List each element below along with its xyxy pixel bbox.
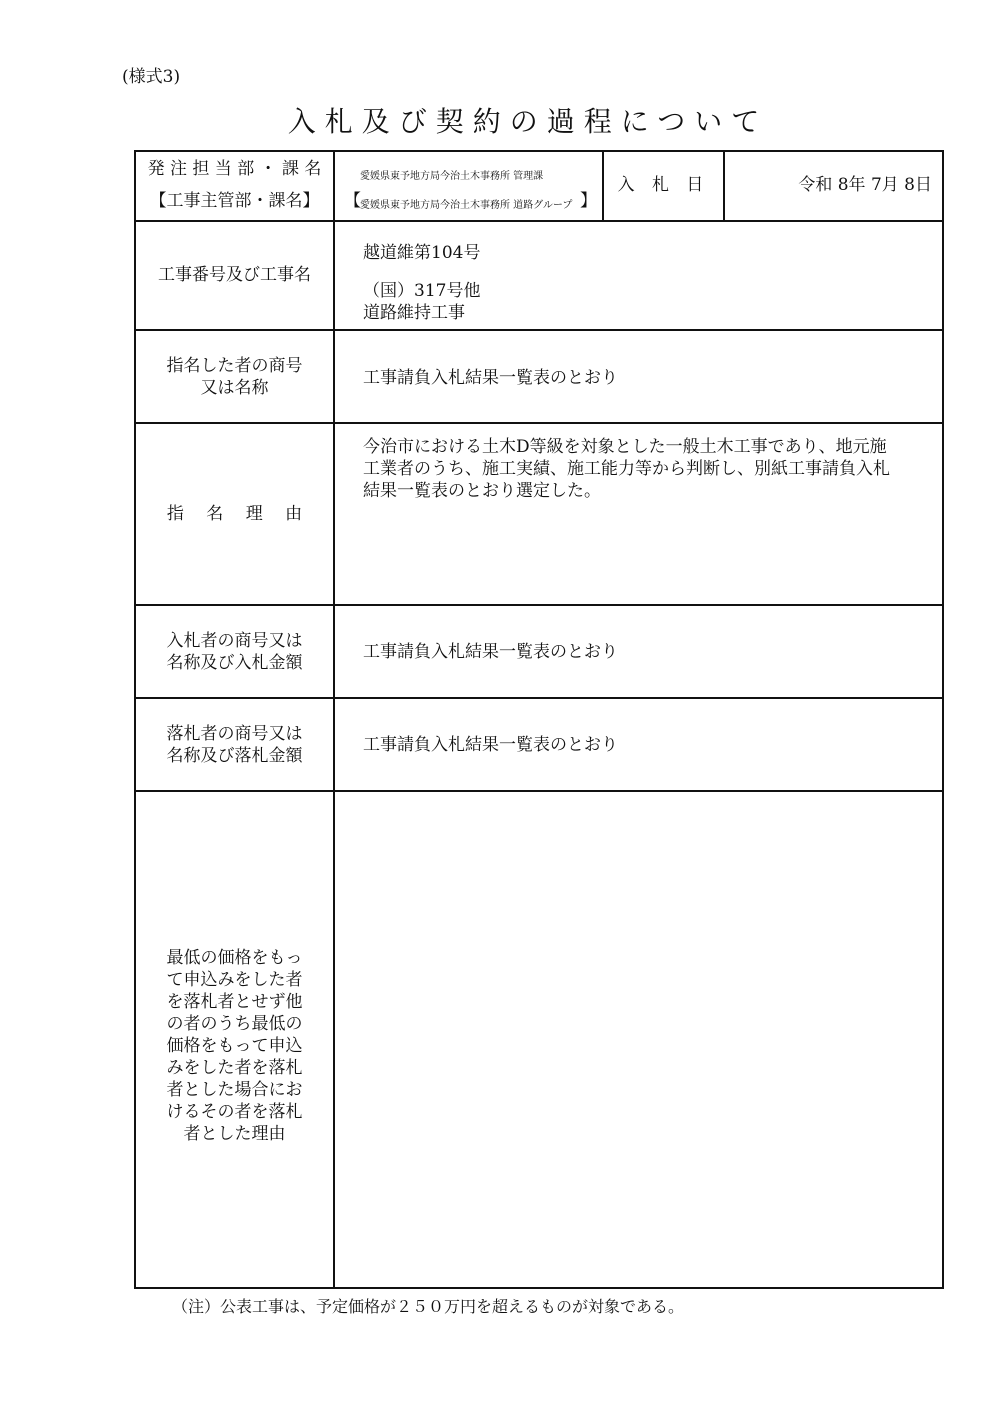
reason-line-2: 工業者のうち、施工実績、施工能力等から判断し、別紙工事請負入札 (363, 459, 890, 479)
bid-date-value: 令和 8年 7月 8日 (798, 175, 932, 195)
work-number: 越道維第104号 (363, 243, 481, 263)
dept-value-1: 愛媛県東予地方局今治土木事務所 管理課 (360, 171, 544, 182)
row-divider (136, 422, 942, 424)
dept-label-1: 発 注 担 当 部 ・ 課 名 (147, 159, 322, 179)
reason-line-1: 今治市における土木D等級を対象とした一般土木工事であり、地元施 (363, 437, 887, 457)
exception-label-line: 価格をもって申込 (166, 1036, 303, 1056)
row-divider (136, 790, 942, 792)
row-divider (136, 604, 942, 606)
form-table (134, 150, 944, 1289)
row-divider (136, 697, 942, 699)
exception-label-line: 者とした理由 (183, 1124, 286, 1144)
winner-label-2: 名称及び落札金額 (166, 746, 303, 766)
dept-label-2: 【工事主管部・課名】 (149, 191, 320, 211)
page-title: 入札及び契約の過程について (287, 105, 769, 138)
exception-label-line: けるその者を落札 (166, 1102, 303, 1122)
winner-value: 工事請負入札結果一覧表のとおり (363, 735, 618, 755)
exception-label-line: 最低の価格をもっ (166, 948, 303, 968)
work-label: 工事番号及び工事名 (158, 265, 311, 285)
nominees-label-1: 指名した者の商号 (166, 356, 303, 376)
work-name-line-2: 道路維持工事 (363, 303, 465, 323)
reason-line-3: 結果一覧表のとおり選定した。 (363, 481, 601, 501)
footnote: （注）公表工事は、予定価格が２５０万円を超えるものが対象である。 (172, 1297, 685, 1316)
exception-label-line: て申込みをした者 (166, 970, 303, 990)
bid-date-label: 入 札 日 (617, 175, 710, 195)
work-name-line-1: （国）317号他 (363, 281, 481, 301)
dept-value-2: 愛媛県東予地方局今治土木事務所 道路グループ (360, 200, 573, 211)
exception-label (136, 947, 333, 1145)
bracket-close: 】 (580, 191, 597, 211)
bidders-value: 工事請負入札結果一覧表のとおり (363, 642, 618, 662)
nominees-value: 工事請負入札結果一覧表のとおり (363, 368, 618, 388)
row-divider (136, 220, 942, 222)
nominees-label-2: 又は名称 (200, 378, 269, 398)
row-divider (136, 329, 942, 331)
exception-label-line: の者のうち最低の (166, 1014, 303, 1034)
winner-label-1: 落札者の商号又は (166, 724, 303, 744)
reason-label: 指 名 理 由 (166, 504, 303, 524)
column-divider (333, 152, 335, 1289)
bidders-label-2: 名称及び入札金額 (166, 653, 303, 673)
form-number: (様式3) (122, 67, 181, 87)
exception-label-line: を落札者とせず他 (166, 992, 303, 1012)
exception-label-line: みをした者を落札 (166, 1058, 303, 1078)
exception-label-line: 者とした場合にお (166, 1080, 303, 1100)
bidders-label-1: 入札者の商号又は (166, 631, 303, 651)
bracket-open: 【 (344, 191, 361, 211)
